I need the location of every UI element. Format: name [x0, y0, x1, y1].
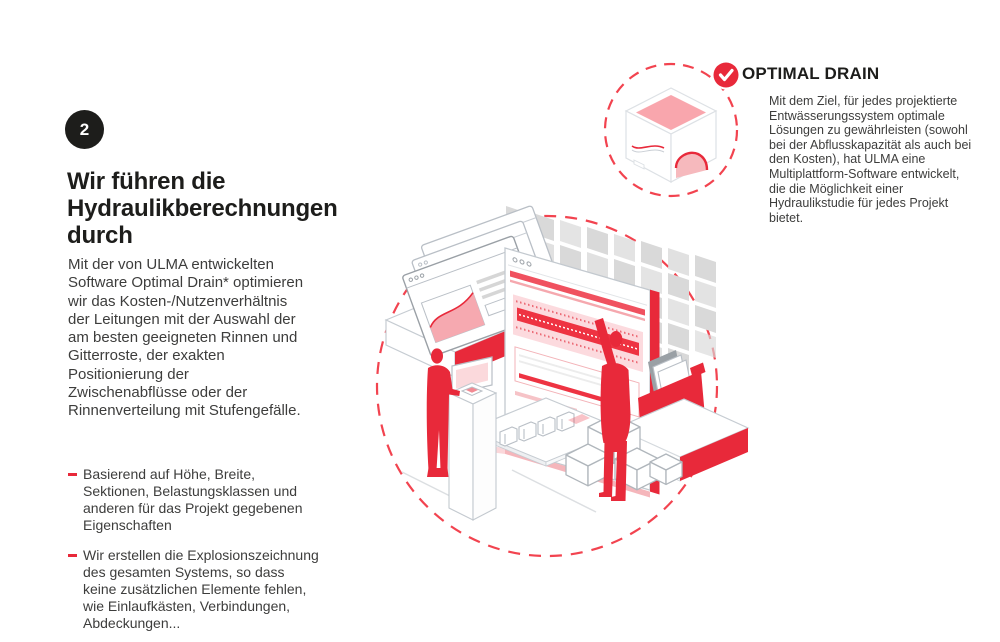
box-cubes: [566, 414, 682, 490]
step-description: Mit der von ULMA entwickelten Software Optimal Drain* optimieren wir das Kosten-/Nutzenverhältnis der Leitungen mit der Auswahl der am besten geeigneten Rinnen und Gitterroste, der exakten Positionierung der Zwischenabflüsse oder der Rinnenverteilung mit Stufengefälle.: [68, 256, 304, 420]
main-screen: [452, 248, 660, 498]
drain-cube-icon: [626, 88, 716, 182]
small-dashed-circle-icon: [605, 64, 737, 196]
person-standing-silhouette: [427, 348, 460, 477]
red-folder-icon: [638, 371, 707, 467]
window-dot-icon: [513, 257, 517, 262]
main-dashed-circle-icon: [377, 216, 717, 556]
mini-area-chart: [424, 293, 484, 343]
bullet-text: Basierend auf Höhe, Breite, Sektionen, Belastungsklassen und anderen für das Projekt gegebenen Eigenschaften: [83, 466, 303, 533]
window-dot-icon: [520, 259, 524, 264]
ghost-piece: [568, 414, 590, 424]
bullet-item: [68, 466, 320, 534]
browser-window-stack: [394, 205, 568, 356]
folder-tab: [690, 363, 706, 378]
step-title: Wir führen die Hydraulikberechnungen durch: [67, 168, 338, 249]
hydraulic-illustration: [340, 40, 780, 600]
bullet-text: Wir erstellen die Explosionszeichnung des gesamten Systems, so dass keine zusätzlichen Elemente fehlen, wie Einlaufkästen, Verbindungen, Abdeckungen...: [83, 547, 319, 631]
mosaic-tile-grid: [506, 206, 716, 394]
folder-platform: [616, 350, 748, 481]
dash-bullet-icon: [68, 473, 77, 476]
check-badge-ring: [712, 61, 741, 90]
window-dot-icon: [527, 261, 531, 266]
callout-title: OPTIMAL DRAIN: [742, 64, 880, 83]
check-badge: [714, 63, 739, 88]
front-browser-window: [402, 236, 542, 357]
check-icon: [721, 71, 733, 80]
laptop-screen: [452, 357, 492, 394]
left-platform: [386, 274, 566, 377]
step-number: 2: [79, 119, 90, 139]
ghost-piece: [586, 442, 608, 452]
dash-bullet-icon: [68, 554, 77, 557]
podium-group: [449, 357, 496, 520]
channel-run-bar: [517, 307, 639, 355]
drain-cube-badge: [605, 61, 741, 197]
channel-table: [468, 398, 624, 466]
step-bullet-list: [68, 466, 320, 642]
bullet-item: [68, 547, 320, 632]
step-number-badge: [65, 110, 104, 149]
floor-lines: [402, 470, 596, 512]
callout-description: Mit dem Ziel, für jedes projektierte Entwässerungssystem optimale Lösungen zu gewährleisten (sowohl bei der Abflusskapazität als auch bei den Kosten), hat ULMA eine Multiplattform-Software entwickelt, die die Möglichkeit einer Hydraulikstudie für jedes Projekt bietet.: [769, 94, 972, 225]
person-reaching-silhouette: [595, 318, 631, 501]
